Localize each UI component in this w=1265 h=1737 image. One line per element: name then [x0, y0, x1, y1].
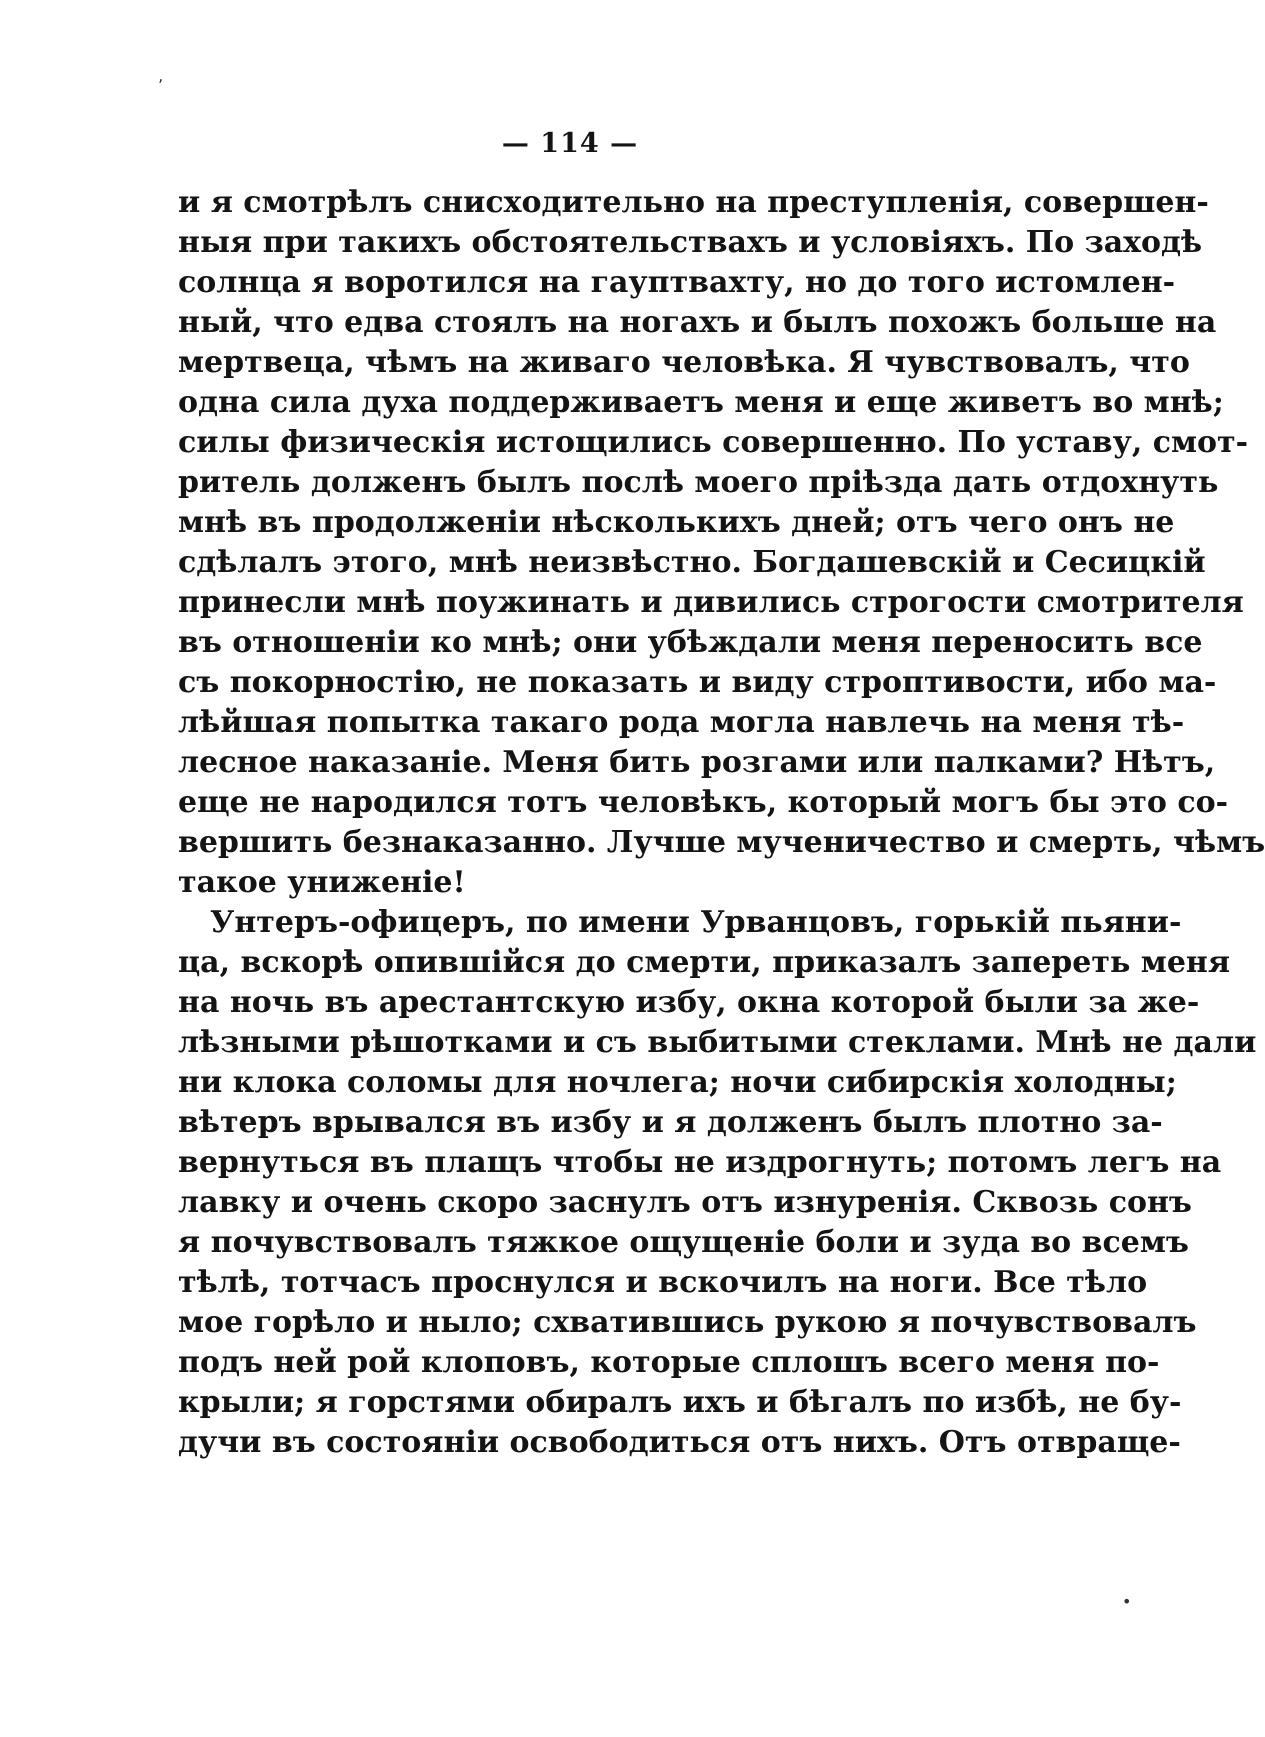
text-line: мнѣ въ продолженіи нѣсколькихъ дней; отъ чего онъ не: [178, 505, 1175, 540]
body-text: [178, 183, 1265, 1463]
text-line: вернуться въ плащъ чтобы не издрогнуть; потомъ легъ на: [178, 1145, 1222, 1180]
text-line: лесное наказаніе. Меня бить розгами или палками? Нѣтъ,: [178, 745, 1216, 780]
scan-speck: •: [1122, 1592, 1132, 1611]
text-line: и я смотрѣлъ снисходительно на преступленія, совершен-: [178, 185, 1209, 220]
text-line: одна сила духа поддерживаетъ меня и еще живетъ во мнѣ;: [178, 385, 1224, 420]
text-line: ни клока соломы для ночлега; ночи сибирскія холодны;: [178, 1065, 1177, 1100]
scan-speck: ʼ: [158, 76, 164, 95]
text-line: я почувствовалъ тяжкое ощущеніе боли и зуда во всемъ: [178, 1225, 1189, 1260]
text-line: мертвеца, чѣмъ на живаго человѣка. Я чувствовалъ, что: [178, 345, 1190, 380]
text-line: съ покорностію, не показать и виду строптивости, ибо ма-: [178, 665, 1217, 700]
text-line: крыли; я горстями обиралъ ихъ и бѣгалъ по избѣ, не бу-: [178, 1385, 1182, 1420]
text-line: солнца я воротился на гауптвахту, но до того истомлен-: [178, 265, 1176, 300]
text-line: ритель долженъ былъ послѣ моего пріѣзда дать отдохнуть: [178, 465, 1219, 500]
text-line: тѣлѣ, тотчасъ проснулся и вскочилъ на ноги. Все тѣло: [178, 1265, 1148, 1300]
text-line: ныя при такихъ обстоятельствахъ и условіяхъ. По заходѣ: [178, 225, 1203, 260]
text-line: дучи въ состояніи освободиться отъ нихъ. Отъ отвраще-: [178, 1425, 1181, 1460]
text-line: въ отношеніи ко мнѣ; они убѣждали меня переносить все: [178, 625, 1203, 660]
text-line: Унтеръ-офицеръ, по имени Урванцовъ, горькій пьяни-: [210, 905, 1182, 940]
text-line: такое униженіе!: [178, 865, 466, 900]
text-line: вершить безнаказанно. Лучше мученичество и смерть, чѣмъ: [178, 825, 1265, 860]
text-line: лѣзными рѣшотками и съ выбитыми стеклами. Мнѣ не дали: [178, 1025, 1257, 1060]
text-line: лавку и очень скоро заснулъ отъ изнуренія. Сквозь сонъ: [178, 1185, 1192, 1220]
text-line: принесли мнѣ поужинать и дивились строгости смотрителя: [178, 585, 1244, 620]
text-line: ный, что едва стоялъ на ногахъ и былъ похожъ больше на: [178, 305, 1217, 340]
text-line: сдѣлалъ этого, мнѣ неизвѣстно. Богдашевскій и Сесицкій: [178, 545, 1206, 580]
page-header: [0, 128, 1140, 159]
text-line: мое горѣло и ныло; схватившись рукою я почувствовалъ: [178, 1305, 1197, 1340]
text-line: еще не народился тотъ человѣкъ, который могъ бы это со-: [178, 785, 1229, 820]
text-line: ца, вскорѣ опившійся до смерти, приказалъ запереть меня: [178, 945, 1231, 980]
text-line: силы физическія истощились совершенно. По уставу, смот-: [178, 425, 1249, 460]
text-line: подъ ней рой клоповъ, которые сплошъ всего меня по-: [178, 1345, 1160, 1380]
text-line: лѣйшая попытка такаго рода могла навлечь на меня тѣ-: [178, 705, 1185, 740]
text-line: на ночь въ арестантскую избу, окна которой были за же-: [178, 985, 1200, 1020]
text-line: вѣтеръ врывался въ избу и я долженъ былъ плотно за-: [178, 1105, 1163, 1140]
page-number: — 114 —: [501, 128, 639, 159]
